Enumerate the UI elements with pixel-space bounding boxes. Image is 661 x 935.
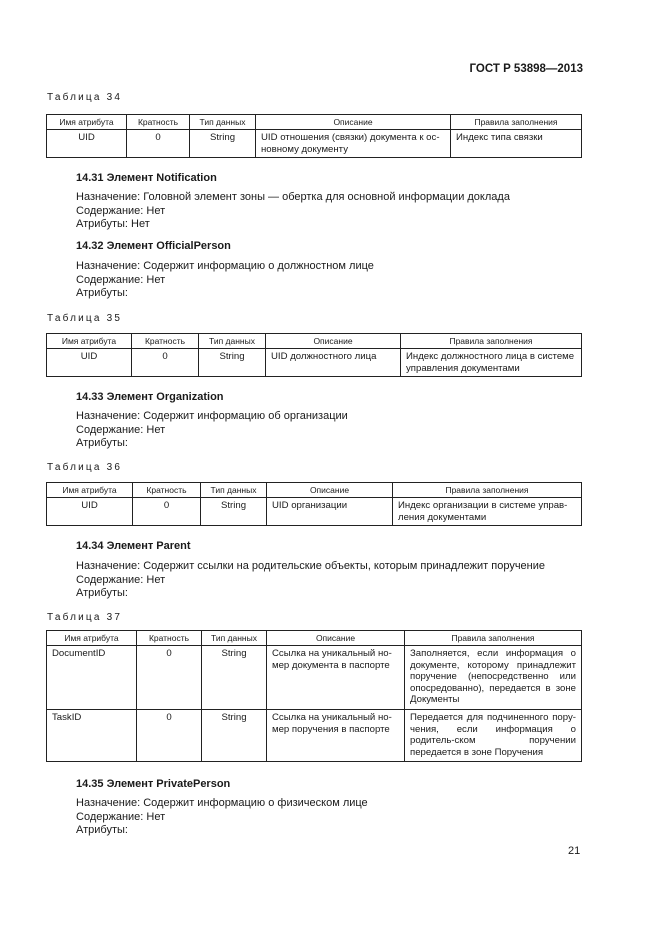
cell-rules: Заполняется, если информация о документе, которому принадлежит поручение (непосредственно или опосредованно), передается в зоне Документы [405, 646, 582, 710]
section-14-35-title: 14.35 Элемент PrivatePerson [76, 778, 231, 790]
table-37 [46, 630, 582, 762]
table-row [47, 130, 582, 158]
col-header-description: Описание [256, 115, 451, 130]
cell-type: String [201, 498, 267, 526]
content-text: Содержание: Нет [76, 810, 166, 823]
section-14-32-body [76, 260, 374, 301]
table-row [47, 498, 582, 526]
col-header-description: Описание [267, 483, 393, 498]
section-14-35-body [76, 797, 368, 838]
col-header-type: Тип данных [201, 483, 267, 498]
cell-name: UID [47, 498, 133, 526]
cell-multiplicity: 0 [132, 349, 199, 377]
table-row [47, 349, 582, 377]
purpose-text: Назначение: Содержит информацию о должностном лице [76, 260, 374, 272]
attributes-text: Атрибуты: [76, 824, 128, 836]
table-34 [46, 114, 582, 158]
col-header-multiplicity: Кратность [133, 483, 201, 498]
cell-name: TaskID [47, 710, 137, 762]
attributes-text: Атрибуты: [76, 587, 128, 599]
table-row [47, 646, 582, 710]
cell-type: String [202, 646, 267, 710]
cell-multiplicity: 0 [127, 130, 190, 158]
col-header-type: Тип данных [202, 631, 267, 646]
content-text: Содержание: Нет [76, 273, 166, 286]
cell-type: String [190, 130, 256, 158]
section-14-34-body [76, 560, 545, 601]
section-14-33-body [76, 410, 348, 451]
purpose-text: Назначение: Содержит информацию о физическом лице [76, 797, 368, 809]
table-35-caption: Таблица 35 [47, 313, 123, 324]
col-header-multiplicity: Кратность [127, 115, 190, 130]
cell-description: UID организации [267, 498, 393, 526]
col-header-description: Описание [267, 631, 405, 646]
cell-multiplicity: 0 [137, 710, 202, 762]
cell-name: UID [47, 130, 127, 158]
content-text: Содержание: Нет [76, 573, 166, 586]
attributes-text: Атрибуты: [76, 287, 128, 299]
col-header-name: Имя атрибута [47, 115, 127, 130]
cell-name: DocumentID [47, 646, 137, 710]
col-header-name: Имя атрибута [47, 483, 133, 498]
cell-name: UID [47, 349, 132, 377]
attributes-text: Атрибуты: [76, 437, 128, 449]
table-37-caption: Таблица 37 [47, 612, 123, 623]
cell-rules: Индекс типа связки [451, 130, 582, 158]
col-header-multiplicity: Кратность [132, 334, 199, 349]
table-36 [46, 482, 582, 526]
table-row [47, 710, 582, 762]
cell-description: UID отношения (связки) документа к ос-новному документу [256, 130, 451, 158]
purpose-text: Назначение: Содержит ссылки на родительские объекты, которым принадлежит поручение [76, 560, 546, 572]
cell-description: Ссылка на уникальный но-мер документа в паспорте [267, 646, 405, 710]
col-header-rules: Правила заполнения [393, 483, 582, 498]
cell-description: UID должностного лица [266, 349, 401, 377]
col-header-description: Описание [266, 334, 401, 349]
section-14-31-title: 14.31 Элемент Notification [76, 172, 217, 184]
content-text: Содержание: Нет [76, 204, 166, 217]
section-14-33-title: 14.33 Элемент Organization [76, 391, 224, 403]
col-header-rules: Правила заполнения [451, 115, 582, 130]
cell-type: String [202, 710, 267, 762]
col-header-multiplicity: Кратность [137, 631, 202, 646]
cell-rules: Индекс должностного лица в системе управления документами [401, 349, 582, 377]
cell-rules: Передается для подчиненного пору-чения, если информация о родитель-ском поручении передается в зоне Поручения [405, 710, 582, 762]
cell-description: Ссылка на уникальный но-мер поручения в паспорте [267, 710, 405, 762]
table-35 [46, 333, 582, 377]
col-header-type: Тип данных [199, 334, 266, 349]
col-header-rules: Правила заполнения [405, 631, 582, 646]
section-14-34-title: 14.34 Элемент Parent [76, 540, 191, 552]
content-text: Содержание: Нет [76, 423, 166, 436]
document-standard-header: ГОСТ Р 53898—2013 [469, 63, 583, 75]
purpose-text: Назначение: Головной элемент зоны — обертка для основной информации доклада [76, 191, 510, 203]
col-header-name: Имя атрибута [47, 631, 137, 646]
cell-multiplicity: 0 [133, 498, 201, 526]
page-number: 21 [568, 845, 581, 857]
col-header-name: Имя атрибута [47, 334, 132, 349]
table-34-caption: Таблица 34 [47, 92, 123, 103]
col-header-rules: Правила заполнения [401, 334, 582, 349]
attributes-text: Атрибуты: Нет [76, 218, 150, 230]
cell-multiplicity: 0 [137, 646, 202, 710]
purpose-text: Назначение: Содержит информацию об организации [76, 410, 348, 422]
section-14-32-title: 14.32 Элемент OfficialPerson [76, 240, 231, 252]
col-header-type: Тип данных [190, 115, 256, 130]
cell-type: String [199, 349, 266, 377]
section-14-31-body [76, 191, 510, 232]
cell-rules: Индекс организации в системе управ-ления документами [393, 498, 582, 526]
table-36-caption: Таблица 36 [47, 462, 123, 473]
